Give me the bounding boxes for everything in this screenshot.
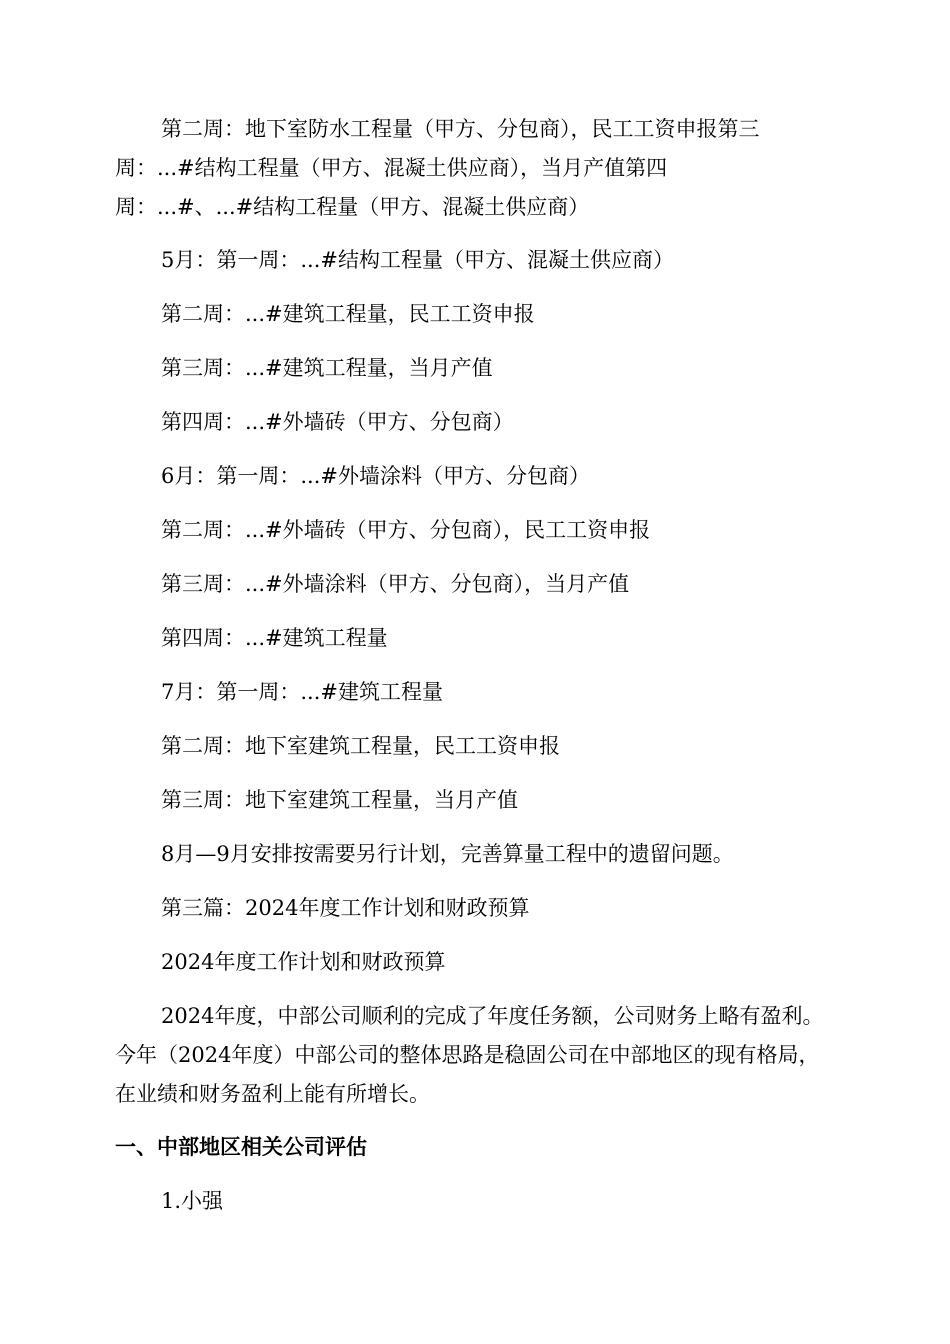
paragraph: 8月—9月安排按需要另行计划，完善算量工程中的遗留问题。: [161, 842, 734, 866]
paragraph: 第三周：...#外墙涂料（甲方、分包商），当月产值: [161, 572, 630, 596]
list-item: 1.小强: [161, 1189, 224, 1213]
paragraph: 第三周：地下室建筑工程量，当月产值: [161, 788, 518, 812]
paragraph: 第四周：...#外墙砖（甲方、分包商）: [161, 410, 514, 434]
paragraph: 7月：第一周：...#建筑工程量: [161, 680, 443, 704]
document-title: 2024年度工作计划和财政预算: [161, 950, 446, 974]
heading-level-1: 一、中部地区相关公司评估: [115, 1135, 367, 1159]
paragraph: 第二周：...#外墙砖（甲方、分包商），民工工资申报: [161, 518, 651, 542]
section-title: 第三篇：2024年度工作计划和财政预算: [161, 896, 530, 920]
paragraph: 第四周：...#建筑工程量: [161, 626, 388, 650]
paragraph: 5月：第一周：...#结构工程量（甲方、混凝土供应商）: [161, 248, 674, 272]
paragraph: 第三周：...#建筑工程量，当月产值: [161, 356, 493, 380]
paragraph: 第二周：地下室建筑工程量，民工工资申报: [161, 734, 560, 758]
paragraph: 2024年度，中部公司顺利的完成了年度任务额，公司财务上略有盈利。今年（2024年度）中部公司的整体思路是稳固公司在中部地区的现有格局，在业绩和财务盈利上能有所增长。: [115, 1004, 824, 1106]
paragraph: 第二周：...#建筑工程量，民工工资申报: [161, 302, 535, 326]
paragraph-line: 周：...#结构工程量（甲方、混凝土供应商），当月产值第四: [115, 156, 668, 180]
paragraph-line: 周：...#、...#结构工程量（甲方、混凝土供应商）: [115, 195, 590, 219]
paragraph: 6月：第一周：...#外墙涂料（甲方、分包商）: [161, 464, 590, 488]
paragraph-line: 第二周：地下室防水工程量（甲方、分包商），民工工资申报第三: [161, 117, 760, 141]
